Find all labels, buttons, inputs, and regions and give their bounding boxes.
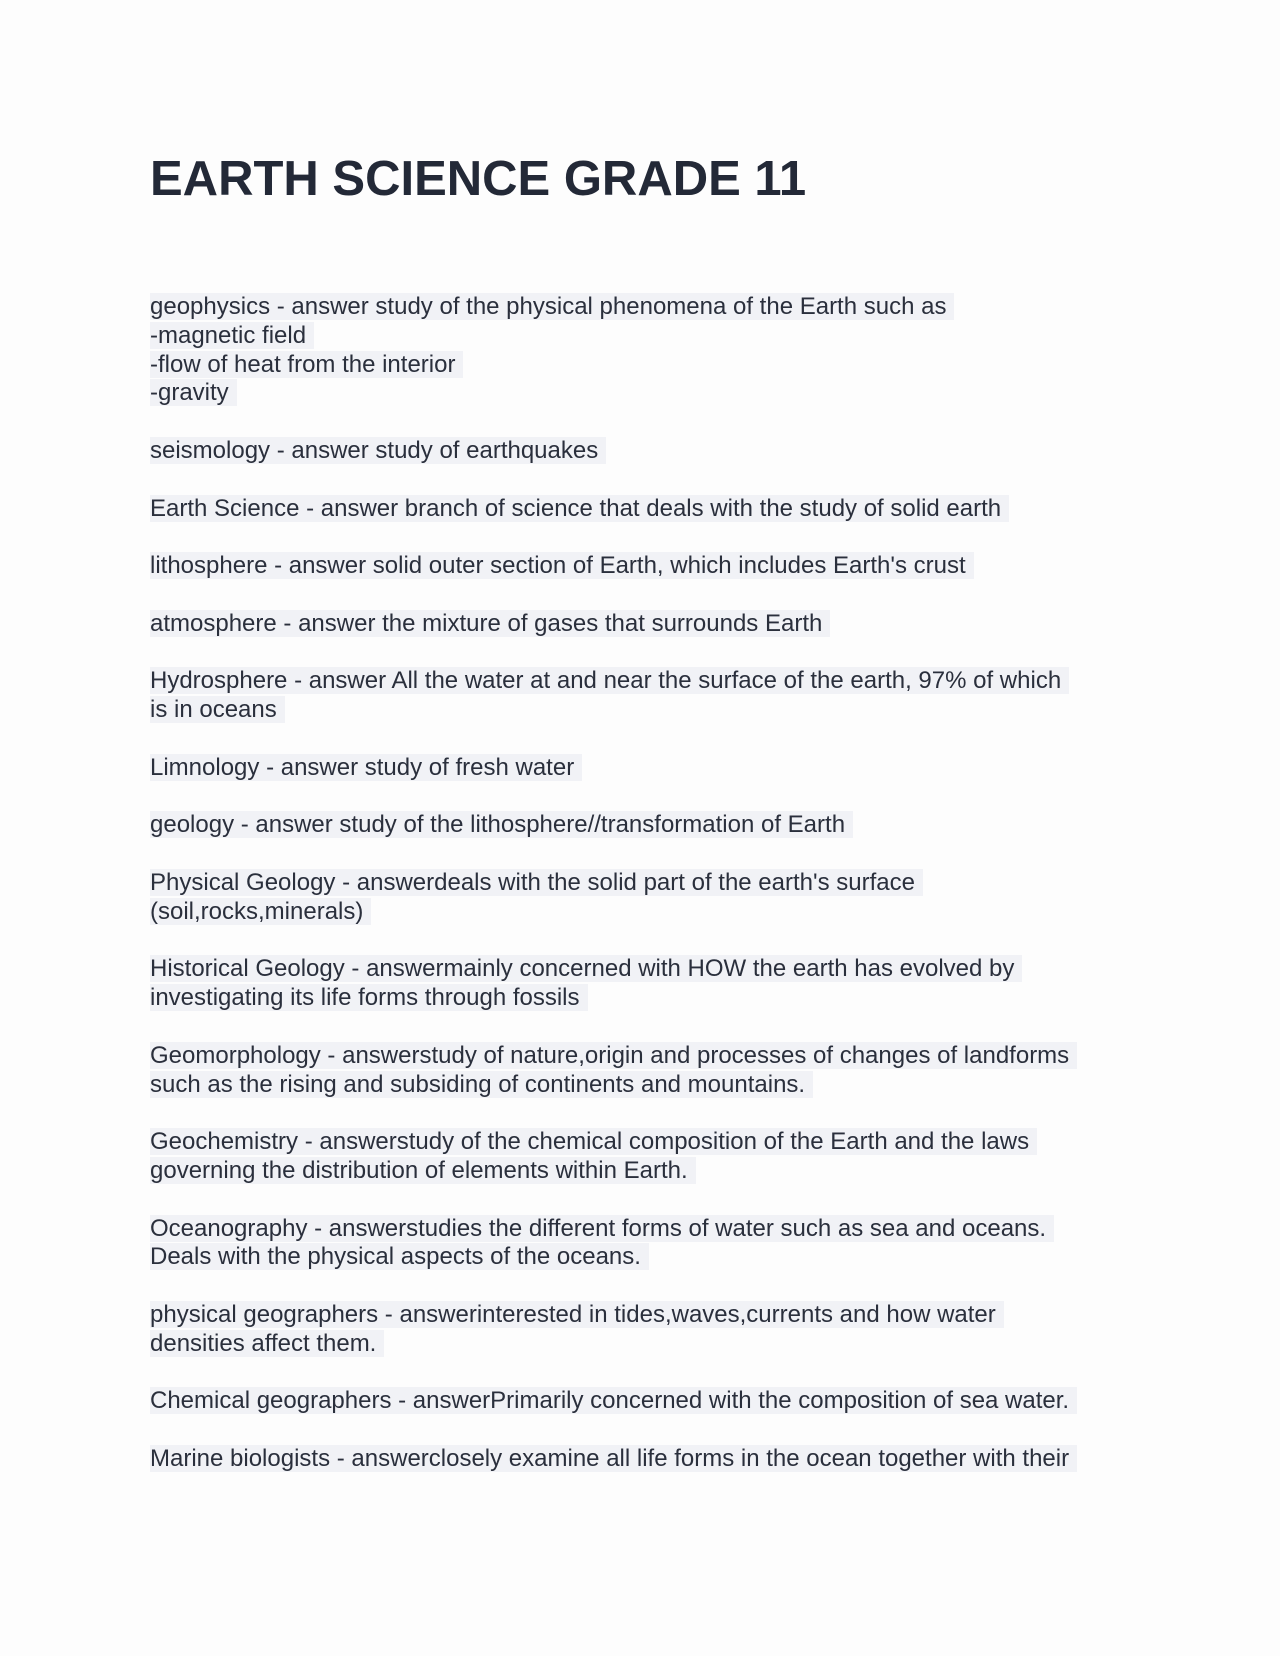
entry-line-text: -magnetic field	[150, 322, 314, 349]
definition-entry	[150, 754, 1150, 783]
entry-list	[150, 293, 1150, 1502]
definition-entry	[150, 1128, 1150, 1186]
entry-line	[150, 1042, 1150, 1071]
entry-line	[150, 1301, 1150, 1330]
entry-line-text: Geochemistry - answerstudy of the chemical composition of the Earth and the laws	[150, 1128, 1037, 1155]
entry-line	[150, 1330, 1150, 1359]
definition-entry	[150, 811, 1150, 840]
entry-line	[150, 351, 1150, 380]
entry-line-text: geophysics - answer study of the physical phenomena of the Earth such as	[150, 293, 954, 320]
definition-entry	[150, 552, 1150, 581]
entry-line-text: Oceanography - answerstudies the different forms of water such as sea and oceans.	[150, 1215, 1054, 1242]
definition-entry	[150, 293, 1150, 408]
entry-line	[150, 1071, 1150, 1100]
entry-line	[150, 1215, 1150, 1244]
entry-line	[150, 811, 1150, 840]
entry-line	[150, 984, 1150, 1013]
definition-entry	[150, 1042, 1150, 1100]
definition-entry	[150, 495, 1150, 524]
entry-line-text: Marine biologists - answerclosely examine all life forms in the ocean together with their	[150, 1445, 1077, 1472]
entry-line	[150, 1128, 1150, 1157]
entry-line-text: Earth Science - answer branch of science that deals with the study of solid earth	[150, 495, 1009, 522]
entry-line-text: densities affect them.	[150, 1330, 384, 1357]
entry-line-text: geology - answer study of the lithosphere//transformation of Earth	[150, 811, 853, 838]
entry-line	[150, 869, 1150, 898]
entry-line-text: investigating its life forms through fossils	[150, 984, 588, 1011]
entry-line	[150, 379, 1150, 408]
definition-entry	[150, 610, 1150, 639]
document-page	[150, 0, 1150, 1656]
definition-entry	[150, 955, 1150, 1013]
entry-line-text: Physical Geology - answerdeals with the solid part of the earth's surface	[150, 869, 923, 896]
entry-line-text: physical geographers - answerinterested in tides,waves,currents and how water	[150, 1301, 1004, 1328]
entry-line-text: Hydrosphere - answer All the water at and near the surface of the earth, 97% of which	[150, 667, 1069, 694]
entry-line	[150, 1387, 1150, 1416]
entry-line-text: Limnology - answer study of fresh water	[150, 754, 582, 781]
entry-line-text: Deals with the physical aspects of the oceans.	[150, 1243, 649, 1270]
entry-line-text: Chemical geographers - answerPrimarily concerned with the composition of sea water.	[150, 1387, 1077, 1414]
entry-line	[150, 898, 1150, 927]
entry-line	[150, 552, 1150, 581]
definition-entry	[150, 1301, 1150, 1359]
entry-line-text: such as the rising and subsiding of continents and mountains.	[150, 1071, 813, 1098]
entry-line-text: seismology - answer study of earthquakes	[150, 437, 606, 464]
entry-line	[150, 754, 1150, 783]
definition-entry	[150, 1215, 1150, 1273]
entry-line-text: -flow of heat from the interior	[150, 351, 463, 378]
definition-entry	[150, 869, 1150, 927]
page-title: EARTH SCIENCE GRADE 11	[150, 152, 807, 206]
entry-line-text: (soil,rocks,minerals)	[150, 898, 371, 925]
entry-line	[150, 955, 1150, 984]
definition-entry	[150, 437, 1150, 466]
definition-entry	[150, 667, 1150, 725]
definition-entry	[150, 1445, 1150, 1474]
entry-line-text: -gravity	[150, 379, 237, 406]
entry-line	[150, 437, 1150, 466]
entry-line-text: Geomorphology - answerstudy of nature,origin and processes of changes of landforms	[150, 1042, 1077, 1069]
entry-line	[150, 495, 1150, 524]
entry-line-text: lithosphere - answer solid outer section of Earth, which includes Earth's crust	[150, 552, 974, 579]
entry-line	[150, 696, 1150, 725]
entry-line	[150, 293, 1150, 322]
entry-line	[150, 322, 1150, 351]
entry-line-text: atmosphere - answer the mixture of gases that surrounds Earth	[150, 610, 830, 637]
definition-entry	[150, 1387, 1150, 1416]
entry-line	[150, 610, 1150, 639]
entry-line-text: governing the distribution of elements within Earth.	[150, 1157, 696, 1184]
entry-line-text: Historical Geology - answermainly concerned with HOW the earth has evolved by	[150, 955, 1022, 982]
entry-line	[150, 1157, 1150, 1186]
entry-line	[150, 667, 1150, 696]
entry-line	[150, 1243, 1150, 1272]
entry-line	[150, 1445, 1150, 1474]
entry-line-text: is in oceans	[150, 696, 285, 723]
